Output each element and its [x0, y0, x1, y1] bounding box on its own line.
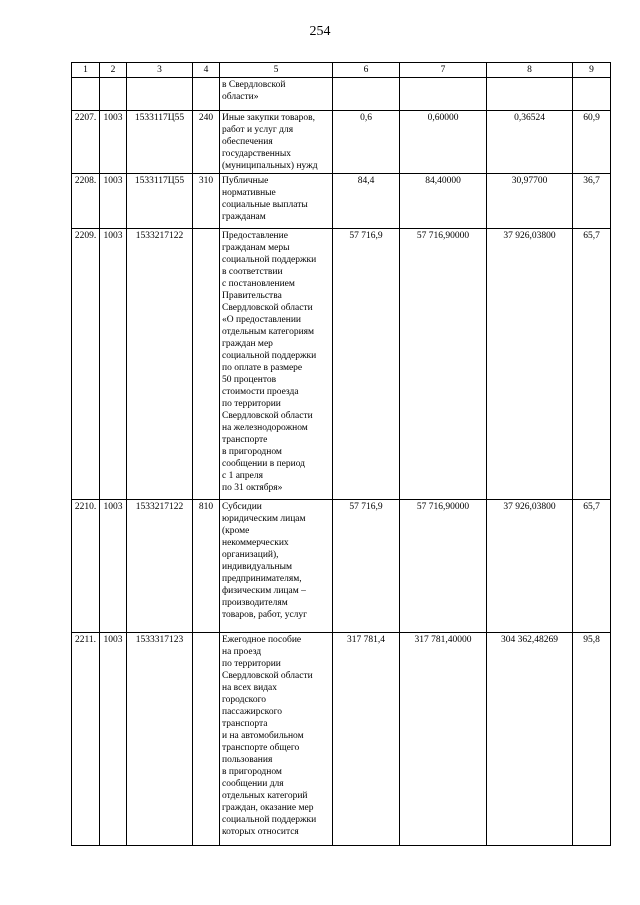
- section-code: 1003: [100, 174, 127, 229]
- header-row: [72, 63, 611, 78]
- planned-amount: 57 716,9: [333, 500, 400, 633]
- row-number: 2211.: [72, 633, 100, 846]
- column-header-5: 5: [220, 63, 333, 78]
- target-code: 1533217122: [127, 229, 193, 500]
- planned-amount: [333, 78, 400, 111]
- item-name: Иные закупки товаров, работ и услуг для обеспечения государственных (муниципальных) нужд: [220, 111, 333, 174]
- target-code: 1533217122: [127, 500, 193, 633]
- approved-amount: 57 716,90000: [400, 500, 487, 633]
- column-header-4: 4: [193, 63, 220, 78]
- budget-table: [71, 62, 611, 846]
- column-header-6: 6: [333, 63, 400, 78]
- row-number: [72, 78, 100, 111]
- section-code: [100, 78, 127, 111]
- executed-amount: 37 926,03800: [487, 229, 573, 500]
- execution-percent: [573, 78, 611, 111]
- column-header-3: 3: [127, 63, 193, 78]
- item-name: в Свердловской области»: [220, 78, 333, 111]
- row-number: 2209.: [72, 229, 100, 500]
- item-name: Публичные нормативные социальные выплаты гражданам: [220, 174, 333, 229]
- executed-amount: 0,36524: [487, 111, 573, 174]
- execution-percent: 60,9: [573, 111, 611, 174]
- target-code: 1533117Ц55: [127, 174, 193, 229]
- expense-type: [193, 229, 220, 500]
- column-header-2: 2: [100, 63, 127, 78]
- approved-amount: 57 716,90000: [400, 229, 487, 500]
- execution-percent: 65,7: [573, 229, 611, 500]
- expense-type: 310: [193, 174, 220, 229]
- execution-percent: 65,7: [573, 500, 611, 633]
- executed-amount: 304 362,48269: [487, 633, 573, 846]
- table-row: [72, 174, 611, 229]
- planned-amount: 57 716,9: [333, 229, 400, 500]
- page-number: 254: [309, 24, 331, 39]
- column-header-7: 7: [400, 63, 487, 78]
- row-number: 2207.: [72, 111, 100, 174]
- table-row: [72, 78, 611, 111]
- column-header-1: 1: [72, 63, 100, 78]
- table-row: [72, 500, 611, 633]
- expense-type: [193, 78, 220, 111]
- target-code: 1533117Ц55: [127, 111, 193, 174]
- execution-percent: 95,8: [573, 633, 611, 846]
- expense-type: 810: [193, 500, 220, 633]
- approved-amount: 317 781,40000: [400, 633, 487, 846]
- planned-amount: 0,6: [333, 111, 400, 174]
- planned-amount: 84,4: [333, 174, 400, 229]
- expense-type: 240: [193, 111, 220, 174]
- executed-amount: 37 926,03800: [487, 500, 573, 633]
- section-code: 1003: [100, 500, 127, 633]
- approved-amount: 84,40000: [400, 174, 487, 229]
- target-code: [127, 78, 193, 111]
- approved-amount: [400, 78, 487, 111]
- execution-percent: 36,7: [573, 174, 611, 229]
- column-header-8: 8: [487, 63, 573, 78]
- target-code: 1533317123: [127, 633, 193, 846]
- table-row: [72, 633, 611, 846]
- item-name: Ежегодное пособие на проезд по территории Свердловской области на всех видах городского пассажирского транспорта и на автомобильном транспорте общего пользования в пригородном сообщении для отдельных категорий граждан, оказание мер социальной поддержки которых относится: [220, 633, 333, 846]
- item-name: Предоставление гражданам меры социальной поддержки в соответствии с постановлением Правительства Свердловской области «О предоставлении отдельным категориям граждан мер социальной поддержки по оплате в размере 50 процентов стоимости проезда по территории Свердловской области на железнодорожном транспорте в пригородном сообщении в период с 1 апреля по 31 октября»: [220, 229, 333, 500]
- row-number: 2208.: [72, 174, 100, 229]
- expense-type: [193, 633, 220, 846]
- section-code: 1003: [100, 229, 127, 500]
- planned-amount: 317 781,4: [333, 633, 400, 846]
- executed-amount: [487, 78, 573, 111]
- section-code: 1003: [100, 633, 127, 846]
- item-name: Субсидии юридическим лицам (кроме некоммерческих организаций), индивидуальным предпринимателям, физическим лицам – производителям товаров, работ, услуг: [220, 500, 333, 633]
- table-row: [72, 229, 611, 500]
- row-number: 2210.: [72, 500, 100, 633]
- section-code: 1003: [100, 111, 127, 174]
- approved-amount: 0,60000: [400, 111, 487, 174]
- executed-amount: 30,97700: [487, 174, 573, 229]
- table-row: [72, 111, 611, 174]
- column-header-9: 9: [573, 63, 611, 78]
